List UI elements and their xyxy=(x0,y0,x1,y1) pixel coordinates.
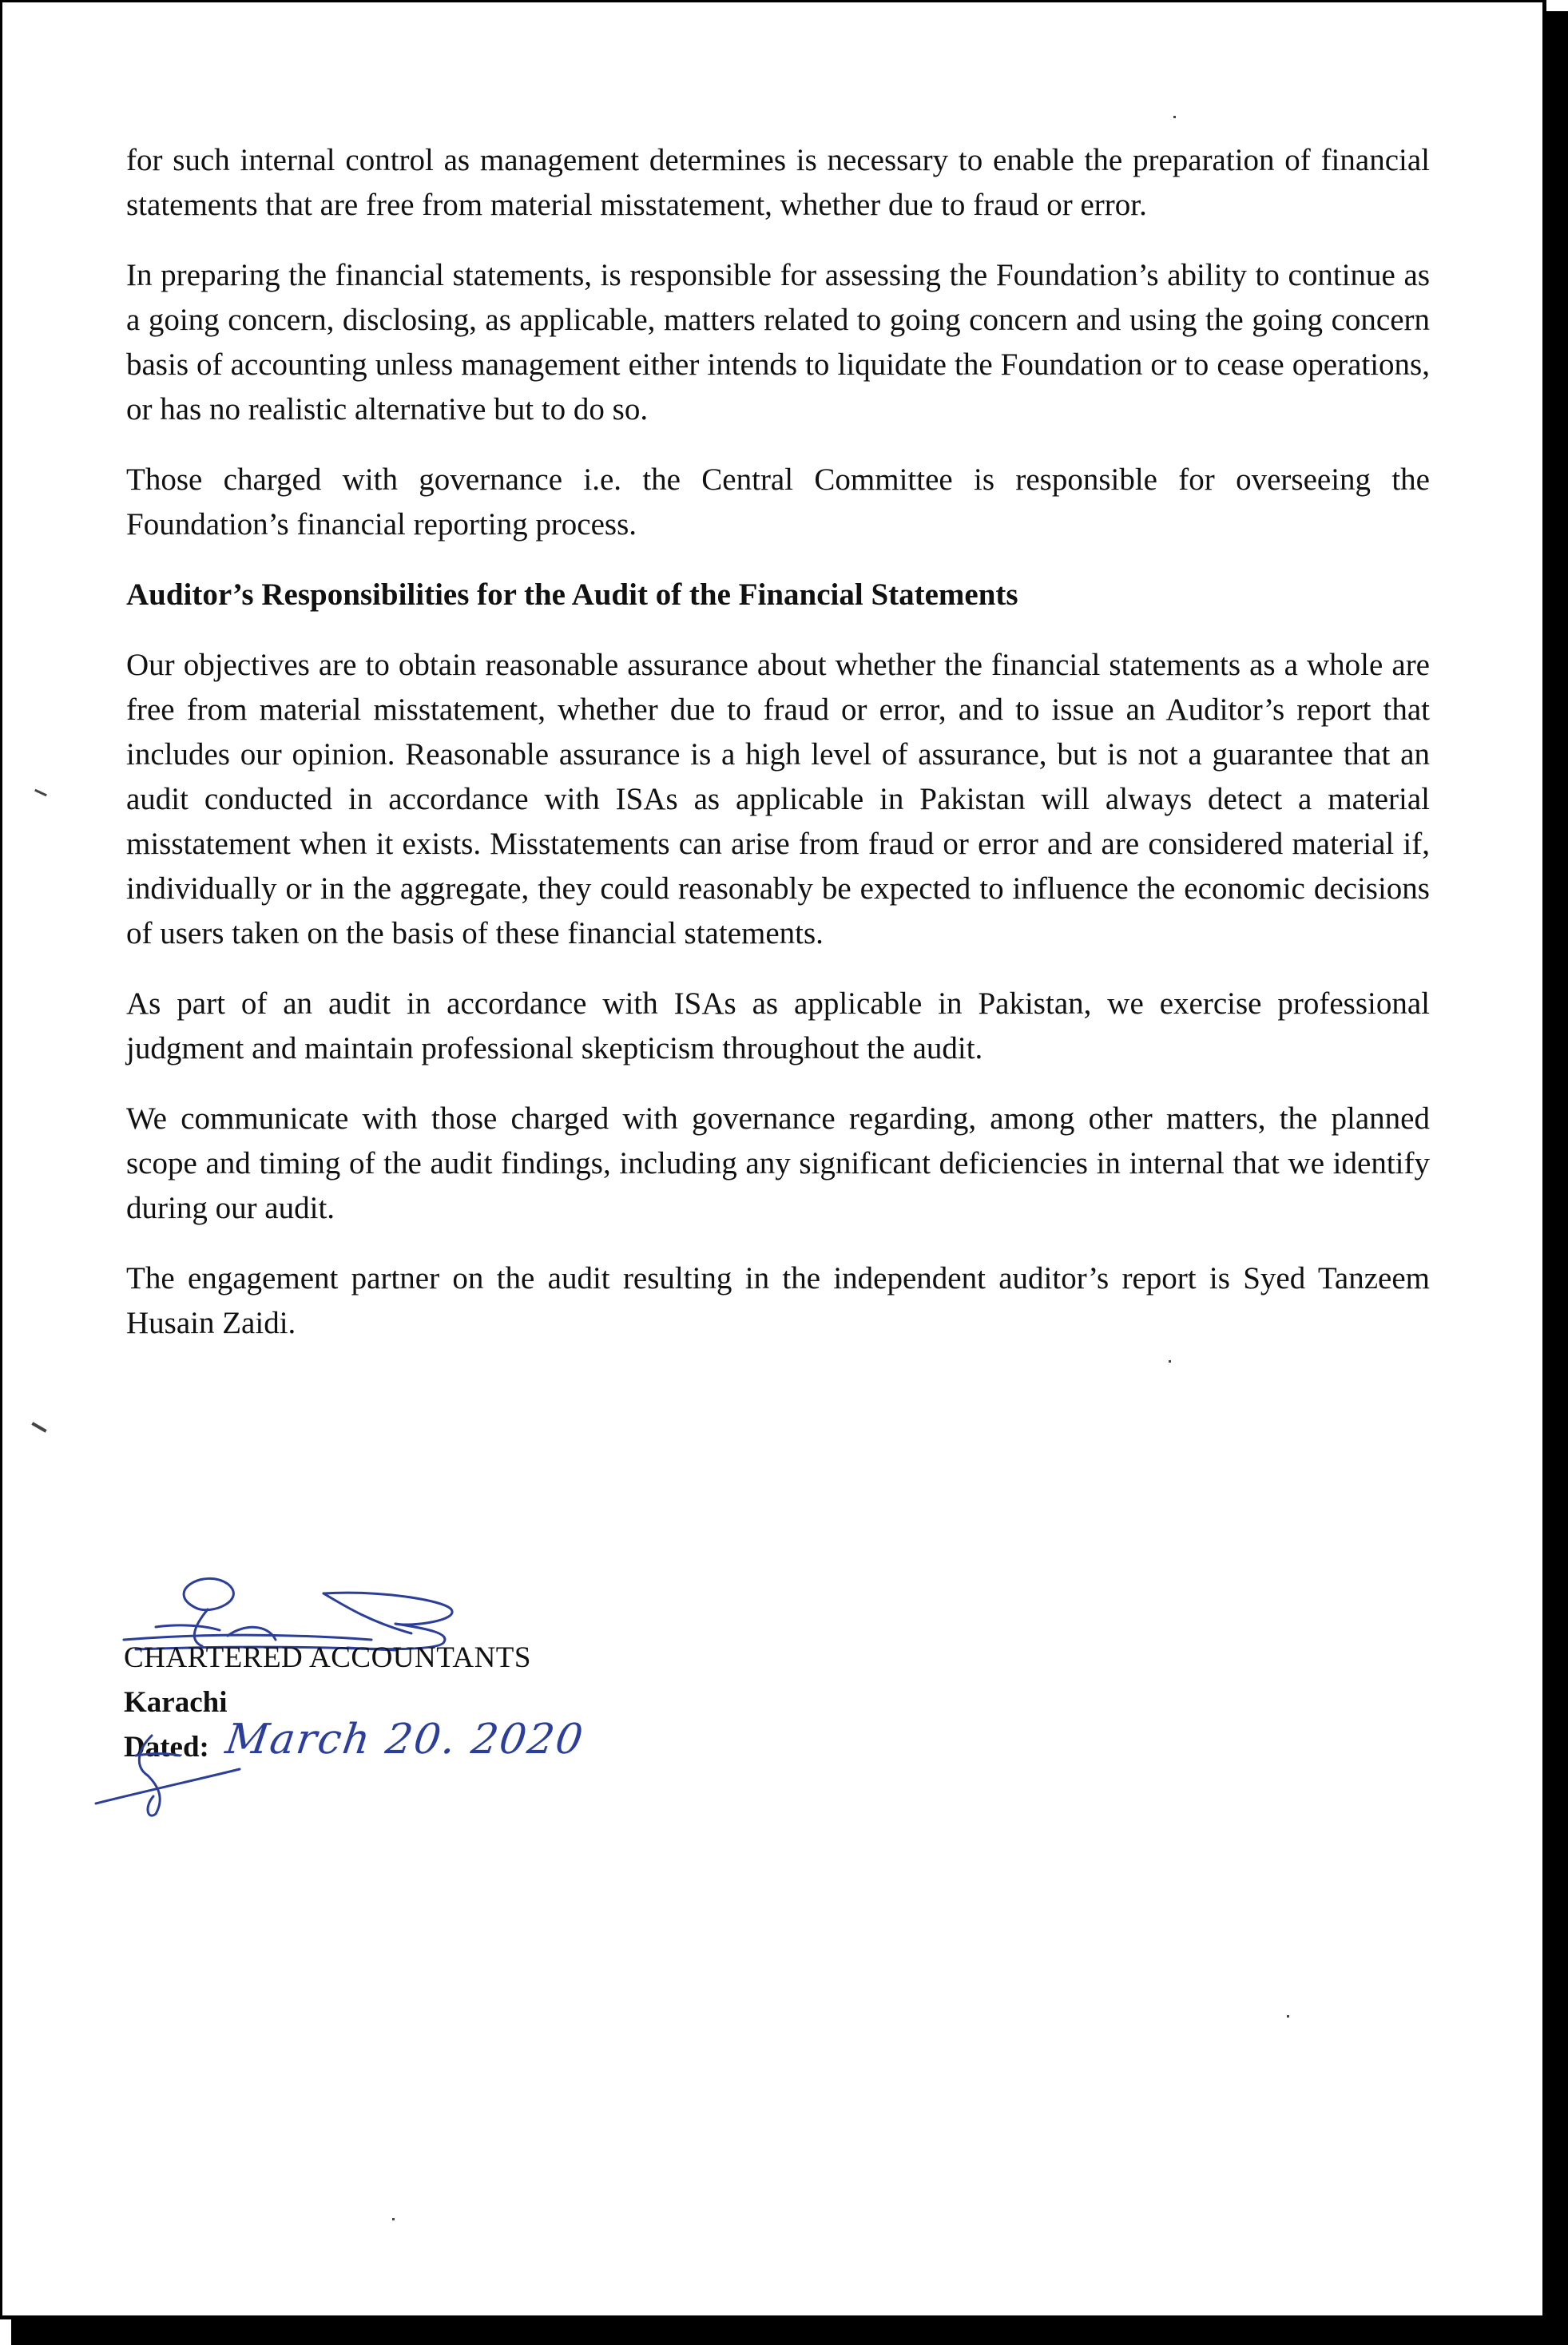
scan-speck xyxy=(34,789,47,796)
scan-speck xyxy=(1287,2015,1289,2018)
page-shadow-right xyxy=(1546,11,1568,2345)
signature-block xyxy=(124,1560,843,1863)
city-name: Karachi xyxy=(124,1686,228,1719)
paragraph-communication: We communicate with those charged with governance regarding, among other matters, the planned scope and timing of the audit findings, including any significant deficiencies in internal that we identify during our audit. xyxy=(126,1101,1430,1225)
section-heading: Auditor’s Responsibilities for the Audit of the Financial Statements xyxy=(126,577,1018,612)
scan-speck xyxy=(1169,1360,1171,1363)
paragraph-governance: Those charged with governance i.e. the Central Committee is responsible for overseeing the Foundation’s financial reporting process. xyxy=(126,462,1430,542)
paragraph-internal-control: for such internal control as management determines is necessary to enable the preparation of financial statements that are free from material misstatement, whether due to fraud or error. xyxy=(126,143,1430,222)
scan-speck xyxy=(392,2218,395,2220)
scan-speck xyxy=(31,1422,46,1432)
initial-mark-icon xyxy=(88,1720,248,1823)
dated-label: Dated: xyxy=(124,1731,209,1764)
scan-speck xyxy=(1173,116,1176,118)
paragraph-going-concern: In preparing the financial statements, is responsible for assessing the Foundation’s ability to continue as a going concern, disclosing, as applicable, matters related to going concern and using the going concern basis of accounting unless management either intends to liquidate the Foundation or to cease operations, or has no realistic alternative but to do so. xyxy=(126,258,1430,427)
paragraph-objectives: Our objectives are to obtain reasonable assurance about whether the financial statements as a whole are free from material misstatement, whether due to fraud or error, and to issue an Auditor’s report that includes our opinion. Reasonable assurance is a high level of assurance, but is not a guarantee that an audit conducted in accordance with ISAs as applicable in Pakistan will always detect a material misstatement when it exists. Misstatements can arise from fraud or error and are considered material if, individually or in the aggregate, they could reasonably be expected to influence the economic decisions of users taken on the basis of these financial statements. xyxy=(126,648,1430,950)
handwritten-date: March 20. 2020 xyxy=(222,1716,588,1764)
paragraph-professional-judgment: As part of an audit in accordance with ISAs as applicable in Pakistan, we exercise professional judgment and maintain professional skepticism throughout the audit. xyxy=(126,986,1430,1065)
firm-name: CHARTERED ACCOUNTANTS xyxy=(124,1641,531,1674)
document-body xyxy=(126,138,1430,1371)
page-shadow-bottom xyxy=(11,2319,1568,2345)
paragraph-engagement-partner: The engagement partner on the audit resulting in the independent auditor’s report is Syed Tanzeem Husain Zaidi. xyxy=(126,1261,1430,1340)
